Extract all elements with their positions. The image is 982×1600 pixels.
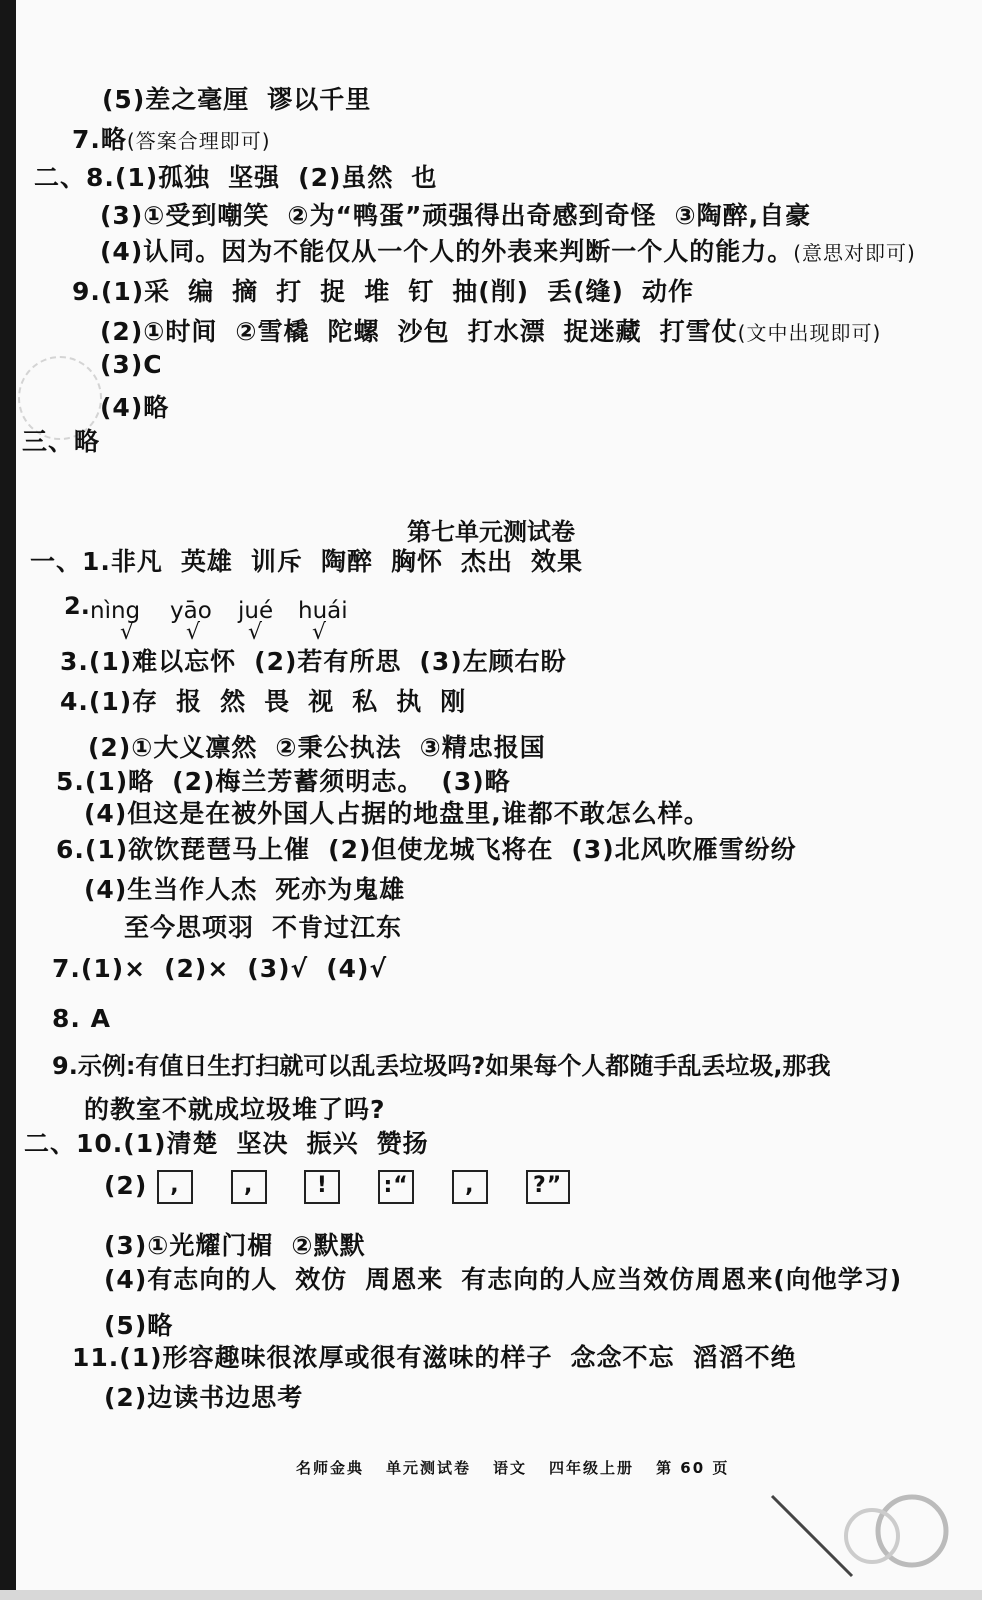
answer-line: (4)有志向的人 效仿 周恩来 有志向的人应当效仿周恩来(向他学习) [104,1265,903,1294]
answer-line: 三、略 [22,427,101,456]
watermark-logo [762,1476,962,1586]
answer-line: (5)差之毫厘 谬以千里 [102,85,372,114]
answer-line: (3)C [100,350,163,379]
punctuation-label: (2) [104,1171,148,1200]
answer-line: (4)生当作人杰 死亦为鬼雄 [84,875,406,904]
punctuation-box: , [452,1170,488,1204]
check-mark: √ [248,620,263,645]
punctuation-box: , [231,1170,267,1204]
scan-edge [0,0,16,1600]
punctuation-row [104,1170,598,1204]
answer-line: 7.略(答案合理即可) [72,125,271,154]
punctuation-box: ! [304,1170,340,1204]
check-mark: √ [120,620,135,645]
pinyin-label: 2. [64,592,90,620]
punctuation-box: ?” [526,1170,570,1204]
answer-line: 一、1.非凡 英雄 训斥 陶醉 胸怀 杰出 效果 [30,547,583,576]
answer-line: 9.(1)采 编 摘 打 捉 堆 钉 抽(削) 丢(缝) 动作 [72,277,694,306]
answer-line: 二、10.(1)清楚 坚决 振兴 赞扬 [24,1129,429,1158]
answer-line: (4)略 [100,393,170,422]
answer-line: 的教室不就成垃圾堆了吗? [84,1095,386,1124]
page-footer: 名师金典 单元测试卷 语文 四年级上册 第 60 页 [296,1459,730,1477]
answer-line: (3)①受到嘲笑 ②为“鸭蛋”顽强得出奇感到奇怪 ③陶醉,自豪 [100,201,812,230]
answer-line: (5)略 [104,1311,174,1340]
answer-line: 6.(1)欲饮琵琶马上催 (2)但使龙城飞将在 (3)北风吹雁雪纷纷 [56,835,797,864]
check-mark: √ [186,620,201,645]
section-title: 第七单元测试卷 [407,518,575,546]
answer-line: (4)认同。因为不能仅从一个人的外表来判断一个人的能力。(意思对即可) [100,237,916,266]
answer-line: (3)①光耀门楣 ②默默 [104,1231,366,1260]
pinyin: yāo [170,598,212,624]
scan-edge-bottom [0,1590,982,1600]
answer-line: 4.(1)存 报 然 畏 视 私 执 刚 [60,687,467,716]
answer-line: (2)①大义凛然 ②秉公执法 ③精忠报国 [88,733,546,762]
answer-line: 7.(1)× (2)× (3)√ (4)√ [52,954,388,983]
pinyin: nìng [90,598,141,624]
answer-line: 9.示例:有值日生打扫就可以乱丢垃圾吗?如果每个人都随手乱丢垃圾,那我 [52,1052,831,1080]
answer-line: (2)边读书边思考 [104,1383,304,1412]
answer-line: 3.(1)难以忘怀 (2)若有所思 (3)左顾右盼 [60,647,567,676]
punctuation-box: :“ [378,1170,414,1204]
answer-line: 5.(1)略 (2)梅兰芳蓄须明志。 (3)略 [56,767,511,796]
pinyin: jué [238,598,274,624]
answer-line: 8. A [52,1004,111,1033]
answer-line: 11.(1)形容趣味很浓厚或很有滋味的样子 念念不忘 滔滔不绝 [72,1343,797,1372]
answer-line: 至今思项羽 不肯过江东 [124,913,403,942]
punctuation-box: , [157,1170,193,1204]
pinyin: huái [298,598,348,624]
answer-line: (2)①时间 ②雪橇 陀螺 沙包 打水漂 捉迷藏 打雪仗(文中出现即可) [100,317,882,346]
check-mark: √ [312,620,327,645]
answer-line: 二、8.(1)孤独 坚强 (2)虽然 也 [34,163,438,192]
answer-line: (4)但这是在被外国人占据的地盘里,谁都不敢怎么样。 [84,799,710,828]
